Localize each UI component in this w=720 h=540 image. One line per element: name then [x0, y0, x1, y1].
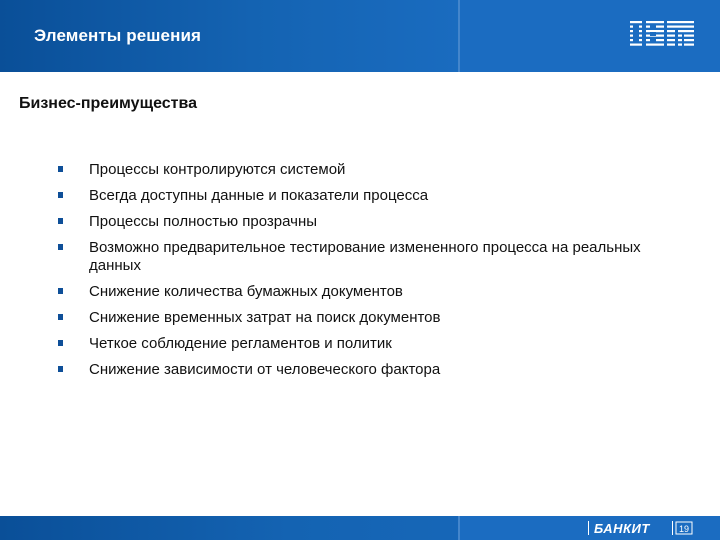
list-item: [58, 335, 668, 353]
list-item-text: Процессы контролируются системой: [89, 161, 346, 178]
list-item-text: Снижение количества бумажных документов: [89, 282, 403, 300]
footer-divider: [458, 516, 460, 540]
header-underline: [0, 72, 720, 74]
slide-title: Элементы решения: [34, 26, 202, 45]
list-item: [58, 161, 668, 179]
list-item: [58, 187, 668, 205]
benefits-list: [58, 161, 668, 387]
list-item-text: Процессы полностью прозрачны: [89, 213, 318, 230]
list-item-text: Снижение временных затрат на поиск документов: [89, 308, 441, 326]
list-item: [58, 309, 668, 327]
list-item-text: Возможно предварительное тестирование измененного процесса на реальных данных: [89, 239, 641, 274]
list-item-text: Снижение зависимости от человеческого фактора: [89, 360, 441, 378]
section-subtitle: Бизнес-преимущества: [19, 95, 198, 112]
bullet-square-icon: [58, 218, 63, 224]
list-item: [58, 213, 668, 231]
svg-text:IBM: IBM: [661, 40, 663, 41]
bullet-square-icon: [58, 314, 63, 320]
list-item: [58, 283, 668, 301]
header-divider: [458, 0, 460, 72]
bullet-square-icon: [58, 244, 63, 250]
list-item: [58, 361, 668, 379]
bullet-square-icon: [58, 340, 63, 346]
list-item: [58, 239, 668, 274]
header-band: [0, 0, 720, 72]
list-item-text: Четкое соблюдение регламентов и политик: [89, 334, 392, 352]
bankit-logo: [588, 519, 694, 537]
bullet-square-icon: [58, 366, 63, 372]
ibm-logo: [630, 20, 694, 48]
list-item-text: Всегда доступны данные и показатели процесса: [89, 187, 429, 204]
bullet-square-icon: [58, 288, 63, 294]
bullet-square-icon: [58, 192, 63, 198]
bankit-logo-text: БАНКИТ: [594, 521, 650, 536]
bullet-square-icon: [58, 166, 63, 172]
page-number: 19: [678, 524, 690, 534]
